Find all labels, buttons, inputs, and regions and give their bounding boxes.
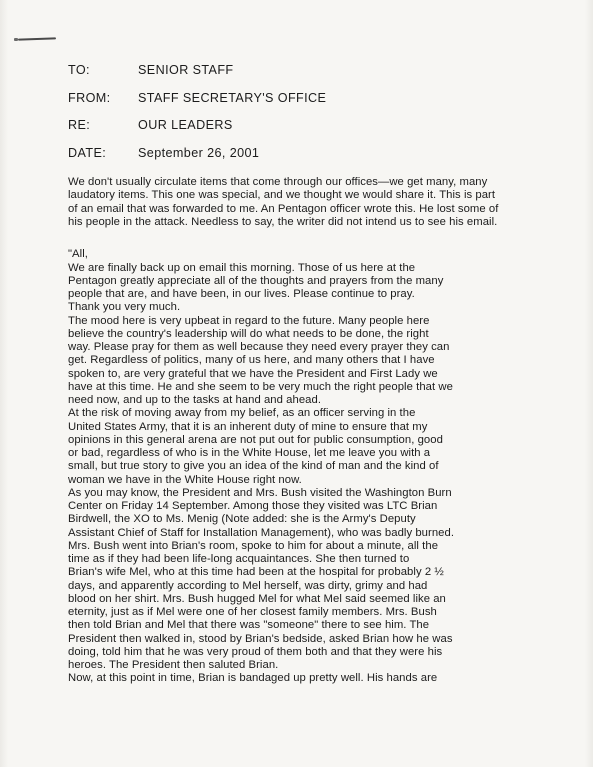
intro-line: We don't usually circulate items that come through our offices—we get many, many [68, 176, 488, 188]
memo-re-row [68, 118, 538, 132]
email-line: United States Army, that it is an inherent duty of mine to ensure that my [68, 420, 428, 433]
memo-date-label: DATE: [68, 145, 107, 160]
email-line: Pentagon greatly appreciate all of the thoughts and prayers from the many [68, 274, 444, 287]
email-line: time as if they had been life-long acquaintances. She then turned to [68, 553, 410, 565]
intro-line: of an email that was forwarded to me. An Pentagon officer wrote this. He lost some of [68, 202, 499, 215]
email-line: spoken to, are very grateful that we have the President and First Lady we [68, 367, 438, 380]
email-line: Center on Friday 14 September. Among those they visited was LTC Brian [68, 500, 438, 512]
intro-line: his people in the attack. Needless to say, the writer did not intend us to see his email. [68, 215, 498, 228]
memo-from-row [68, 91, 538, 105]
email-line: President then walked in, stood by Brian's bedside, asked Brian how he was [68, 632, 453, 645]
email-line: need now, and up to the tasks at hand and ahead. [68, 394, 322, 406]
email-line: believe the country's leadership will do what needs to be done, the right [68, 327, 429, 340]
email-line: We are finally back up on email this morning. Those of us here at the [68, 261, 416, 274]
email-line: or bad, regardless of who is in the White House, let me leave you with a [68, 447, 431, 459]
memo-re-label: RE: [68, 118, 91, 132]
email-line: people that are, and have been, in our lives. Please continue to pray. [68, 288, 415, 300]
email-line: doing, told him that he was very proud of them both and that they were his [68, 645, 443, 658]
email-line: As you may know, the President and Mrs. Bush visited the Washington Burn [68, 486, 452, 499]
email-line: blood on her shirt. Mrs. Bush hugged Mel for what Mel said seemed like an [68, 592, 446, 605]
email-line: The mood here is very upbeat in regard to the future. Many people here [68, 314, 430, 327]
memo-header [68, 63, 538, 173]
email-line: At the risk of moving away from my belief, as an officer serving in the [68, 407, 416, 420]
memo-body [68, 176, 564, 686]
email-line: get. Regardless of politics, many of us here, and many others that I have [68, 354, 435, 367]
email-excerpt [68, 248, 564, 685]
paragraph-gap [68, 229, 564, 242]
email-line: Birdwell, the XO to Ms. Menig (Note added: she is the Army's Deputy [68, 513, 416, 526]
memo-date-row [68, 146, 538, 160]
email-line: Now, at this point in time, Brian is bandaged up pretty well. His hands are [68, 672, 438, 685]
email-line: Thank you very much. [68, 301, 181, 314]
email-line: then told Brian and Mel that there was "someone" there to see him. The [68, 619, 430, 632]
memo-to-row [68, 63, 538, 77]
email-line: have at this time. He and she seem to be very much the right people that we [68, 380, 453, 393]
email-line: Assistant Chief of Staff for Installation Management), who was badly burned. [68, 526, 455, 539]
email-line: opinions in this general arena are not put out for public consumption, good [68, 433, 443, 446]
memo-to-label: TO: [68, 63, 90, 77]
email-line: days, and apparently according to Mel herself, was dirty, grimy and had [68, 579, 428, 592]
memo-from-label: FROM: [68, 90, 111, 105]
email-line: way. Please pray for them as well because they need every prayer they can [68, 341, 450, 353]
email-line: small, but true story to give you an idea of the kind of man and the kind of [68, 460, 439, 473]
memo-to-value: SENIOR STAFF [138, 63, 234, 77]
intro-paragraph [68, 176, 564, 229]
email-line: "All, [68, 248, 88, 261]
email-line: Mrs. Bush went into Brian's room, spoke to him for about a minute, all the [68, 539, 439, 552]
memo-date-value: September 26, 2001 [138, 145, 260, 160]
memo-re-value: OUR LEADERS [138, 118, 233, 132]
email-line: heroes. The President then saluted Brian. [68, 659, 279, 671]
intro-line: laudatory items. This one was special, and we thought we would share it. This is part [68, 189, 496, 202]
email-line: Brian's wife Mel, who at this time had been at the hospital for probably 2 ½ [68, 566, 444, 579]
email-line: woman we have in the White House right now. [68, 473, 302, 486]
memo-from-value: STAFF SECRETARY'S OFFICE [138, 90, 327, 105]
email-line: eternity, just as if Mel were one of her closest family members. Mrs. Bush [68, 606, 437, 618]
